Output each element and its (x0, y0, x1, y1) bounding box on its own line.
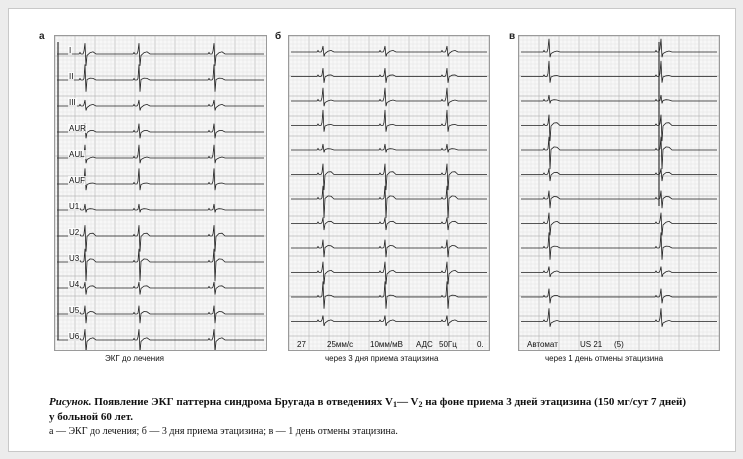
ecg-panel-a (54, 35, 267, 351)
lead-label-u5: U5 (69, 306, 80, 315)
panel-a-caption: ЭКГ до лечения (105, 354, 164, 363)
figure-caption-dash: — V (396, 396, 419, 408)
panel-c-letter: в (509, 31, 516, 42)
figure-caption-sub-2: 2 (418, 400, 423, 409)
lead-label-u2: U2 (69, 228, 80, 237)
figure-caption-text-1: Появление ЭКГ паттерна синдрома Бругада в отведениях V (94, 396, 393, 408)
panel-b-footer-num: 27 (297, 340, 306, 349)
figure-frame (8, 8, 736, 452)
lead-label-u4: U4 (69, 280, 80, 289)
panel-b-footer-filter: 50Гц (439, 340, 457, 349)
panel-c-footer-num: (5) (614, 340, 624, 349)
lead-label-ii: II (69, 72, 74, 81)
panel-c-caption: через 1 день отмены этацизина (545, 354, 664, 363)
ecg-grid-b (289, 36, 489, 350)
figure-caption (49, 396, 689, 424)
ecg-grid-c (519, 36, 719, 350)
figure-caption-text-2: на фоне приема 3 дней этацизина (150 мг/сут 7 дней) у больной 60 лет. (49, 396, 687, 423)
panel-b-footer-gain: 10мм/мВ (370, 340, 403, 349)
lead-label-iii: III (69, 98, 76, 107)
lead-label-u1: U1 (69, 202, 80, 211)
panel-b-caption: через 3 дня приема этацизина (325, 354, 439, 363)
lead-label-aur: AUR (69, 124, 86, 133)
ecg-grid-a (55, 36, 266, 350)
figure-caption-lead: Рисунок. (49, 396, 92, 408)
figure-caption-sub-1: 1 (392, 400, 397, 409)
panel-c-footer-device: US 21 (580, 340, 603, 349)
figure-legend: а — ЭКГ до лечения; б — 3 дня приема этацизина; в — 1 день отмены этацизина. (49, 426, 398, 437)
ecg-panel-b (288, 35, 490, 351)
lead-label-u6: U6 (69, 332, 80, 341)
ecg-panel-c (518, 35, 720, 351)
lead-label-auf: AUF (69, 176, 85, 185)
lead-label-aul: AUL (69, 150, 85, 159)
panel-a-letter: а (39, 31, 45, 42)
panel-b-footer-adc: АДС (416, 340, 433, 349)
lead-label-u3: U3 (69, 254, 80, 263)
panel-b-footer-end: 0. (477, 340, 484, 349)
panel-b-letter: б (275, 31, 282, 42)
lead-label-i: I (69, 46, 72, 55)
panel-b-footer-speed: 25мм/с (327, 340, 354, 349)
panel-c-footer-mode: Автомат (527, 340, 558, 349)
